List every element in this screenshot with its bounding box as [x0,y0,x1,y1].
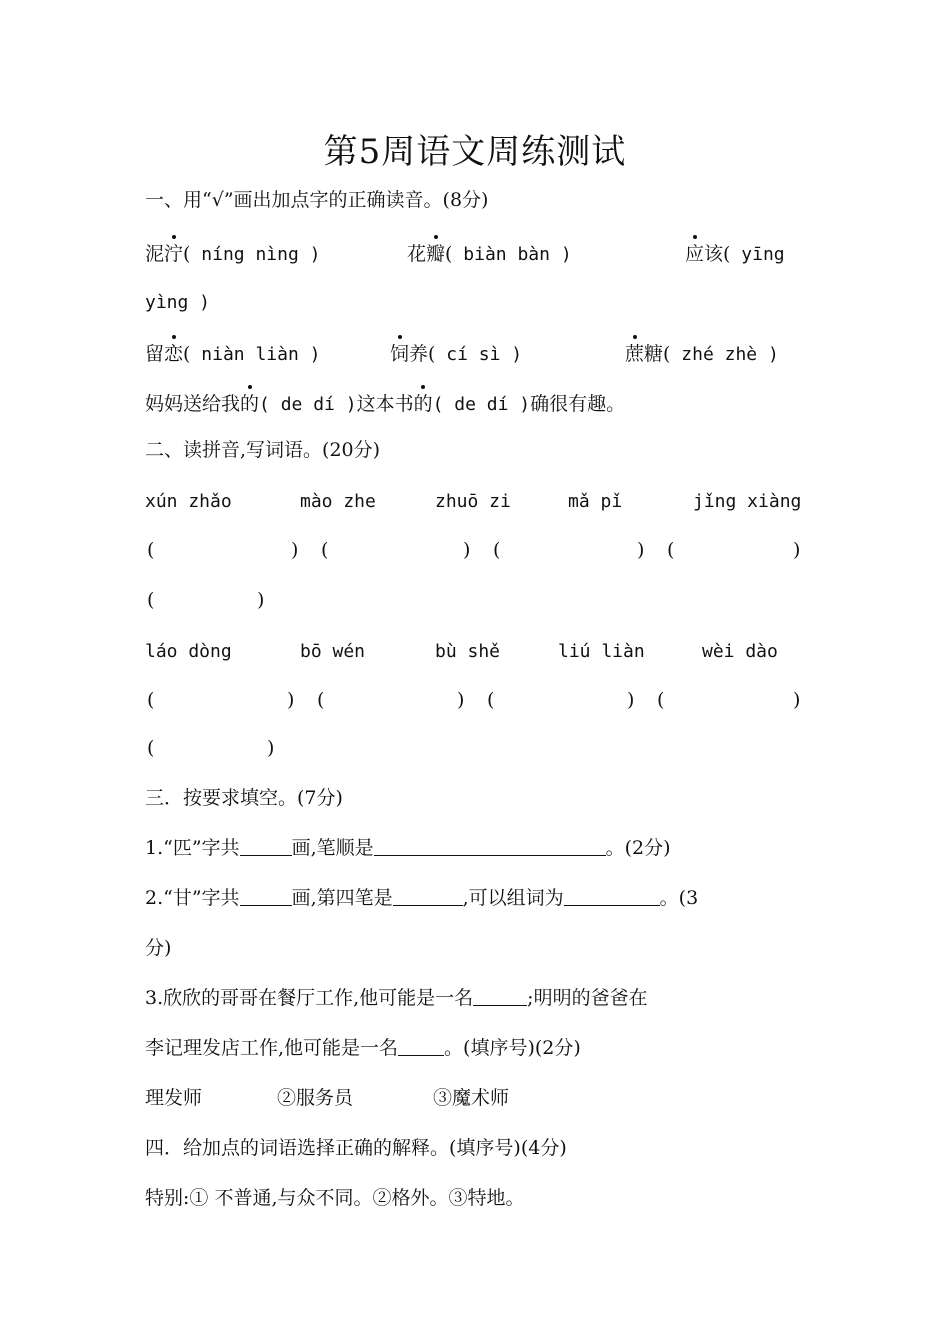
question-3-3-line2: 李记理发店工作,他可能是一名 。(填序号)(2分) [145,1037,581,1059]
fill-blank[interactable] [473,985,527,1006]
section4-definition: 特别:① 不普通,与众不同。②格外。③特地。 [145,1187,525,1209]
bracket-open: ( [317,689,325,711]
bracket-open: ( [147,689,155,711]
bracket-close: ) [457,689,465,711]
bracket-close: ) [291,539,299,561]
fill-blank[interactable] [240,885,292,906]
bracket-close: ) [463,539,471,561]
bracket-open: ( [487,689,495,711]
item-siyang: 饲养( cí sì ) [390,340,522,369]
item-niling: 泥泞( níng nìng ) [145,240,321,269]
option-item: ②服务员 [277,1087,354,1109]
bracket-open: ( [321,539,329,561]
pinyin-word: bù shě [435,641,501,662]
fill-blank[interactable] [564,885,660,906]
bracket-open: ( [657,689,665,711]
section4-heading: 四．给加点的词语选择正确的解释。(填序号)(4分) [145,1137,567,1159]
pinyin-word: zhuō zi [435,491,511,512]
fill-blank[interactable] [398,1035,444,1056]
bracket-close: ) [287,689,295,711]
item-huaban: 花瓣( biàn bàn ) [407,240,572,269]
section3-heading: 三．按要求填空。(7分) [145,787,343,809]
pinyin-word: xún zhǎo [145,491,232,512]
section1-sentence: 妈妈送给我的( de dí )这本书的( de dí )确很有趣。 [145,390,815,419]
bracket-open: ( [493,539,501,561]
page-title: 第5周语文周练测试 [323,132,627,172]
bracket-close: ) [267,737,275,759]
fill-blank[interactable] [393,885,463,906]
pinyin-word: bō wén [300,641,366,662]
fill-blank[interactable] [374,835,606,856]
pinyin-word: wèi dào [702,641,778,662]
pinyin-row-1-wrap: yìng ) [145,292,211,313]
section1-heading: 一、用“√”画出加点字的正确读音。(8分) [145,189,489,211]
pinyin-word: mào zhe [300,491,376,512]
bracket-open: ( [147,539,155,561]
item-yinggai: 应该( yīng [685,240,785,269]
bracket-close: ) [793,539,801,561]
fill-blank[interactable] [240,835,292,856]
bracket-close: ) [793,689,801,711]
section2-heading: 二、读拼音,写词语。(20分) [145,439,381,461]
question-3-1: 1.“匹”字共 画,笔顺是 。(2分) [145,837,671,859]
pinyin-word: liú liàn [558,641,645,662]
pinyin-word: jǐng xiàng [693,491,802,512]
bracket-close: ) [637,539,645,561]
question-3-2: 2.“甘”字共 画,第四笔是 ,可以组词为 。(3 [145,887,699,909]
bracket-close: ) [627,689,635,711]
item-zhetang: 蔗糖( zhé zhè ) [625,340,779,369]
bracket-open: ( [147,589,155,611]
bracket-close: ) [257,589,265,611]
question-3-3-line1: 3.欣欣的哥哥在餐厅工作,他可能是一名 ;明明的爸爸在 [145,987,648,1009]
item-liulian: 留恋( niàn liàn ) [145,340,321,369]
option-item: ③魔术师 [433,1087,510,1109]
bracket-open: ( [667,539,675,561]
pinyin-word: mǎ pǐ [568,491,623,512]
bracket-open: ( [147,737,155,759]
question-3-2-wrap: 分) [145,937,172,959]
pinyin-word: láo dòng [145,641,232,662]
option-item: 理发师 [145,1087,203,1109]
